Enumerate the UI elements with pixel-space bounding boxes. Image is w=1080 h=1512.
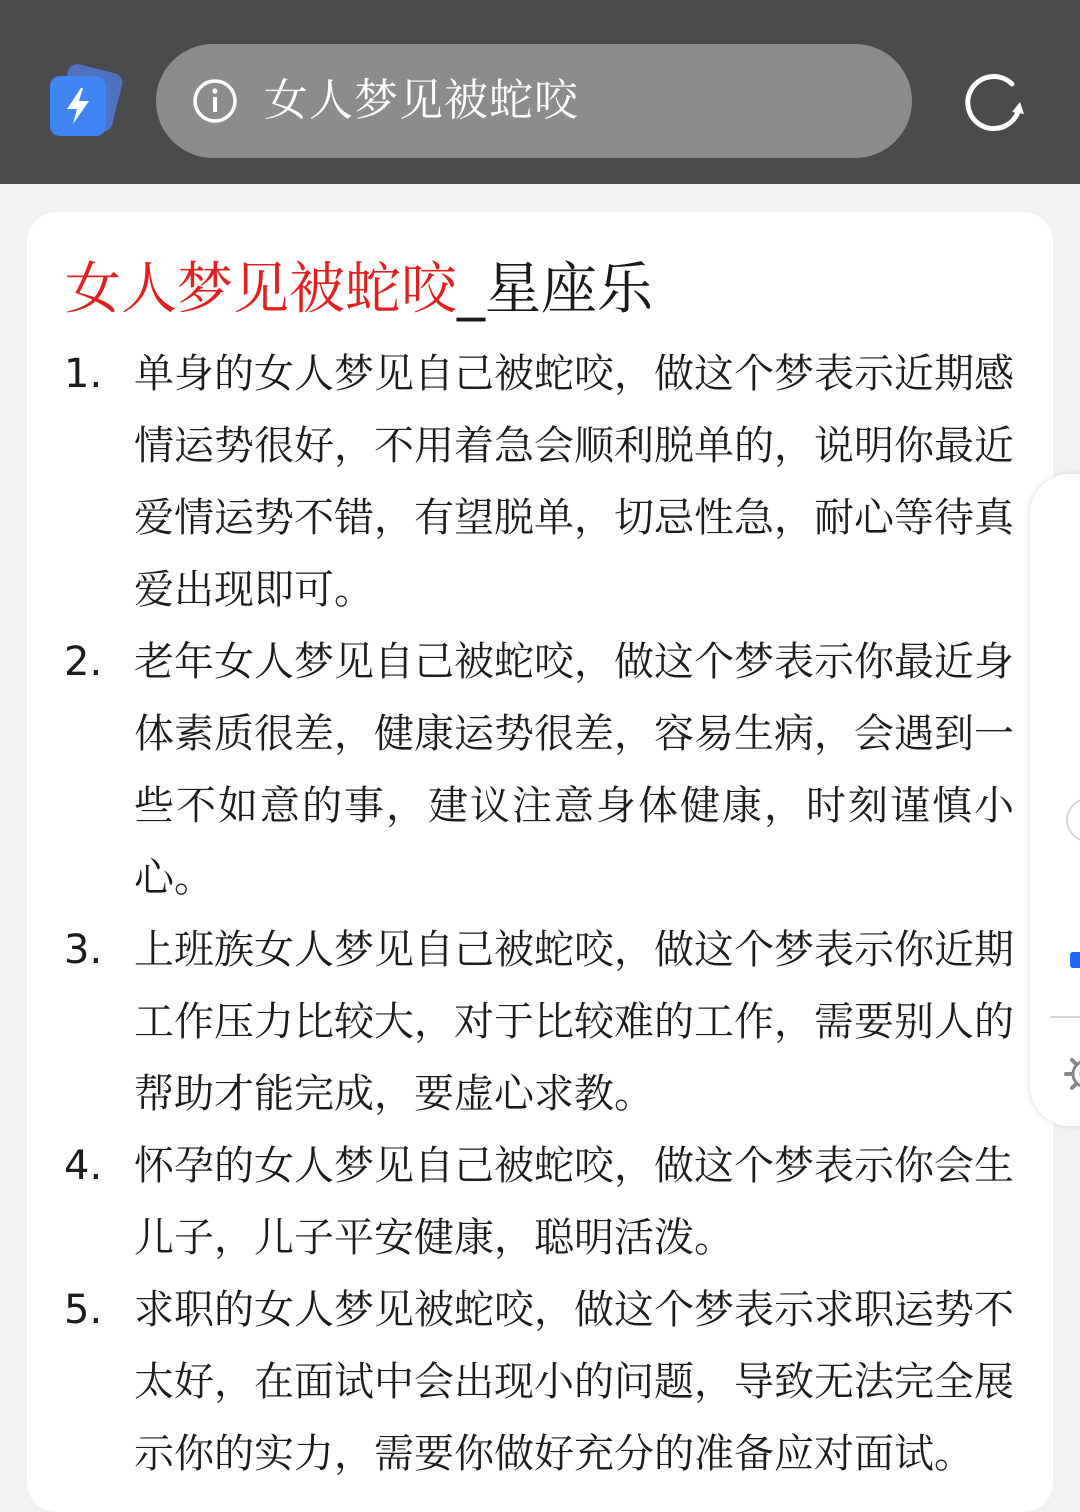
list-item-number: 2. bbox=[64, 639, 103, 685]
lightning-icon bbox=[62, 86, 94, 126]
list-item-text: 怀孕的女人梦见自己被蛇咬，做这个梦表示你会生儿子，儿子平安健康，聪明活泼。 bbox=[134, 1143, 1014, 1261]
app-lightning-icon[interactable] bbox=[48, 68, 120, 138]
reload-icon[interactable] bbox=[960, 68, 1030, 138]
side-toolbar-indicator bbox=[1070, 952, 1080, 968]
side-toolbar-divider bbox=[1050, 1016, 1080, 1018]
list-item-number: 3. bbox=[64, 927, 103, 973]
result-title[interactable] bbox=[65, 254, 653, 326]
list-item-text: 老年女人梦见自己被蛇咬，做这个梦表示你最近身体素质很差，健康运势很差，容易生病，会遇到一些不如意的事，建议注意身体健康，时刻谨慎小心。 bbox=[134, 639, 1014, 901]
list-item bbox=[27, 1274, 1053, 1490]
list-item bbox=[27, 914, 1053, 1130]
result-title-source[interactable]: _星座乐 bbox=[457, 257, 653, 322]
info-icon[interactable] bbox=[192, 78, 238, 124]
list-item-number: 1. bbox=[64, 351, 103, 397]
list-item bbox=[27, 338, 1053, 626]
browser-toolbar bbox=[0, 0, 1080, 184]
list-item-text: 单身的女人梦见自己被蛇咬，做这个梦表示近期感情运势很好，不用着急会顺利脱单的，说明你最近爱情运势不错，有望脱单，切忌性急，耐心等待真爱出现即可。 bbox=[134, 351, 1014, 613]
list-item-number: 4. bbox=[64, 1143, 103, 1189]
gear-icon[interactable] bbox=[1062, 1050, 1080, 1098]
list-item-text: 上班族女人梦见自己被蛇咬，做这个梦表示你近期工作压力比较大，对于比较难的工作，需要别人的帮助才能完成，要虚心求教。 bbox=[134, 927, 1014, 1117]
floating-side-toolbar[interactable] bbox=[1030, 474, 1080, 1126]
list-item-number: 5. bbox=[64, 1287, 103, 1333]
address-bar-text[interactable]: 女人梦见被蛇咬 bbox=[264, 75, 579, 126]
list-item bbox=[27, 626, 1053, 914]
list-item-text: 求职的女人梦见被蛇咬，做这个梦表示求职运势不太好，在面试中会出现小的问题，导致无法完全展示你的实力，需要你做好充分的准备应对面试。 bbox=[134, 1287, 1014, 1477]
search-result-card bbox=[27, 212, 1053, 1512]
result-list bbox=[27, 338, 1053, 1490]
list-item bbox=[27, 1130, 1053, 1274]
result-title-highlight[interactable]: 女人梦见被蛇咬 bbox=[65, 257, 457, 322]
address-bar[interactable] bbox=[156, 44, 912, 158]
side-toolbar-circle-button[interactable] bbox=[1066, 798, 1080, 842]
